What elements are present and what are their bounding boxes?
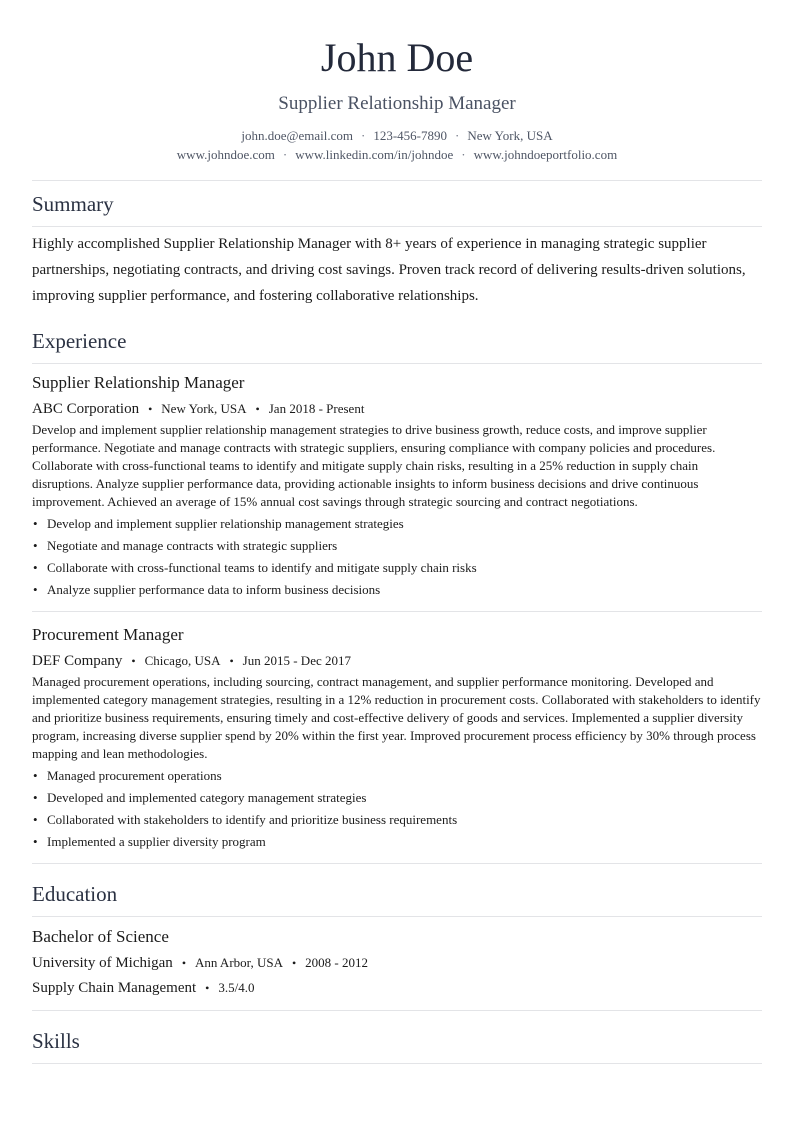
school-name: University of Michigan [32,955,173,971]
phone-number: 123-456-7890 [373,128,448,143]
education-meta [32,952,762,974]
school-location: Ann Arbor, USA [195,955,283,970]
divider [32,180,762,181]
job-location: Chicago, USA [144,653,221,668]
company-name: DEF Company [32,653,123,669]
job-meta [32,398,762,420]
degree: Bachelor of Science [32,927,169,946]
job-title: Procurement Manager [32,625,184,644]
major: Supply Chain Management [32,980,197,996]
experience-heading: Experience [32,329,127,353]
divider [32,1063,762,1064]
list-item: • Develop and implement supplier relationship management strategies [32,513,762,535]
divider [32,226,762,227]
location: New York, USA [467,128,553,143]
meta-separator: • [255,402,260,416]
gpa: 3.5/4.0 [218,980,255,995]
list-item: • Collaborated with stakeholders to identify and prioritize business requirements [32,809,762,831]
job-bullets [32,765,762,853]
meta-separator: • [181,956,187,970]
list-item: • Implemented a supplier diversity program [32,831,762,853]
education-dates: 2008 - 2012 [305,955,369,970]
summary-section [32,190,762,309]
portfolio-link[interactable]: www.johndoeportfolio.com [473,147,618,162]
summary-heading: Summary [32,192,114,216]
education-major-line [32,977,762,999]
job-location: New York, USA [161,401,247,416]
resume-header [32,0,762,164]
education-entry [32,926,762,999]
job-bullets [32,513,762,601]
company-name: ABC Corporation [32,401,140,417]
divider [32,863,762,864]
candidate-title: Supplier Relationship Manager [278,93,516,114]
email-link[interactable]: john.doe@email.com [241,128,353,143]
list-item: • Managed procurement operations [32,765,762,787]
skills-heading: Skills [32,1029,80,1053]
education-heading: Education [32,882,118,906]
job-entry [32,624,762,853]
job-entry [32,372,762,601]
meta-separator: • [291,956,297,970]
skills-section [32,1027,762,1064]
job-meta [32,650,762,672]
meta-separator: • [229,654,234,668]
job-description: Develop and implement supplier relationship management strategies to drive business growth, reduce costs, and improve supplier performance. Negotiate and manage contracts with strategic suppliers, ensuring compliance with company policies and procedures. Collaborate with cross-functional teams to identify and mitigate supply chain risks, resulting in a 25% reduction in supply chain disruptions. Analyze supplier performance data, providing actionable insights to inform business decisions and drive continuous improvement. Achieved an average of 15% annual cost savings through strategic sourcing and contract negotiations. [32,422,716,509]
candidate-name: John Doe [320,35,474,80]
list-item: • Analyze supplier performance data to inform business decisions [32,579,762,601]
divider [32,916,762,917]
list-item: • Negotiate and manage contracts with strategic suppliers [32,535,762,557]
list-item: • Collaborate with cross-functional teams to identify and mitigate supply chain risks [32,557,762,579]
job-dates: Jun 2015 - Dec 2017 [242,653,351,668]
job-description: Managed procurement operations, including sourcing, contract management, and supplier performance monitoring. Developed and implemented category management strategies, resulting in a 12% reduction in procurement costs. Collaborated with stakeholders to identify and prioritize business requirements, ensuring timely and cost-effective delivery of goods and services. Implemented a supplier diversity program, increasing diverse supplier spend by 20% within the first year. Improved procurement process efficiency by 30% through process mapping and lean methodologies. [32,674,761,761]
linkedin-link[interactable]: www.linkedin.com/in/johndoe [295,147,454,162]
list-item: • Developed and implemented category management strategies [32,787,762,809]
contact-line-primary [32,126,762,145]
divider [32,363,762,364]
contact-line-links [32,145,762,164]
contact-separator: · [461,147,466,162]
job-dates: Jan 2018 - Present [268,401,365,416]
summary-text: Highly accomplished Supplier Relationship Manager with 8+ years of experience in managing strategic supplier partnerships, negotiating contracts, and driving cost savings. Proven track record of delivering results-driven solutions, improving supplier performance, and fostering collaborative relationships. [32,236,746,304]
meta-separator: • [205,981,210,995]
job-title: Supplier Relationship Manager [32,373,245,392]
contact-separator: · [455,128,460,143]
meta-separator: • [131,654,136,668]
meta-separator: • [148,402,153,416]
experience-section [32,327,762,864]
education-section [32,880,762,1011]
contact-separator: · [361,128,366,143]
divider [32,611,762,612]
contact-separator: · [282,147,288,162]
divider [32,1010,762,1011]
website-link[interactable]: www.johndoe.com [176,147,275,162]
